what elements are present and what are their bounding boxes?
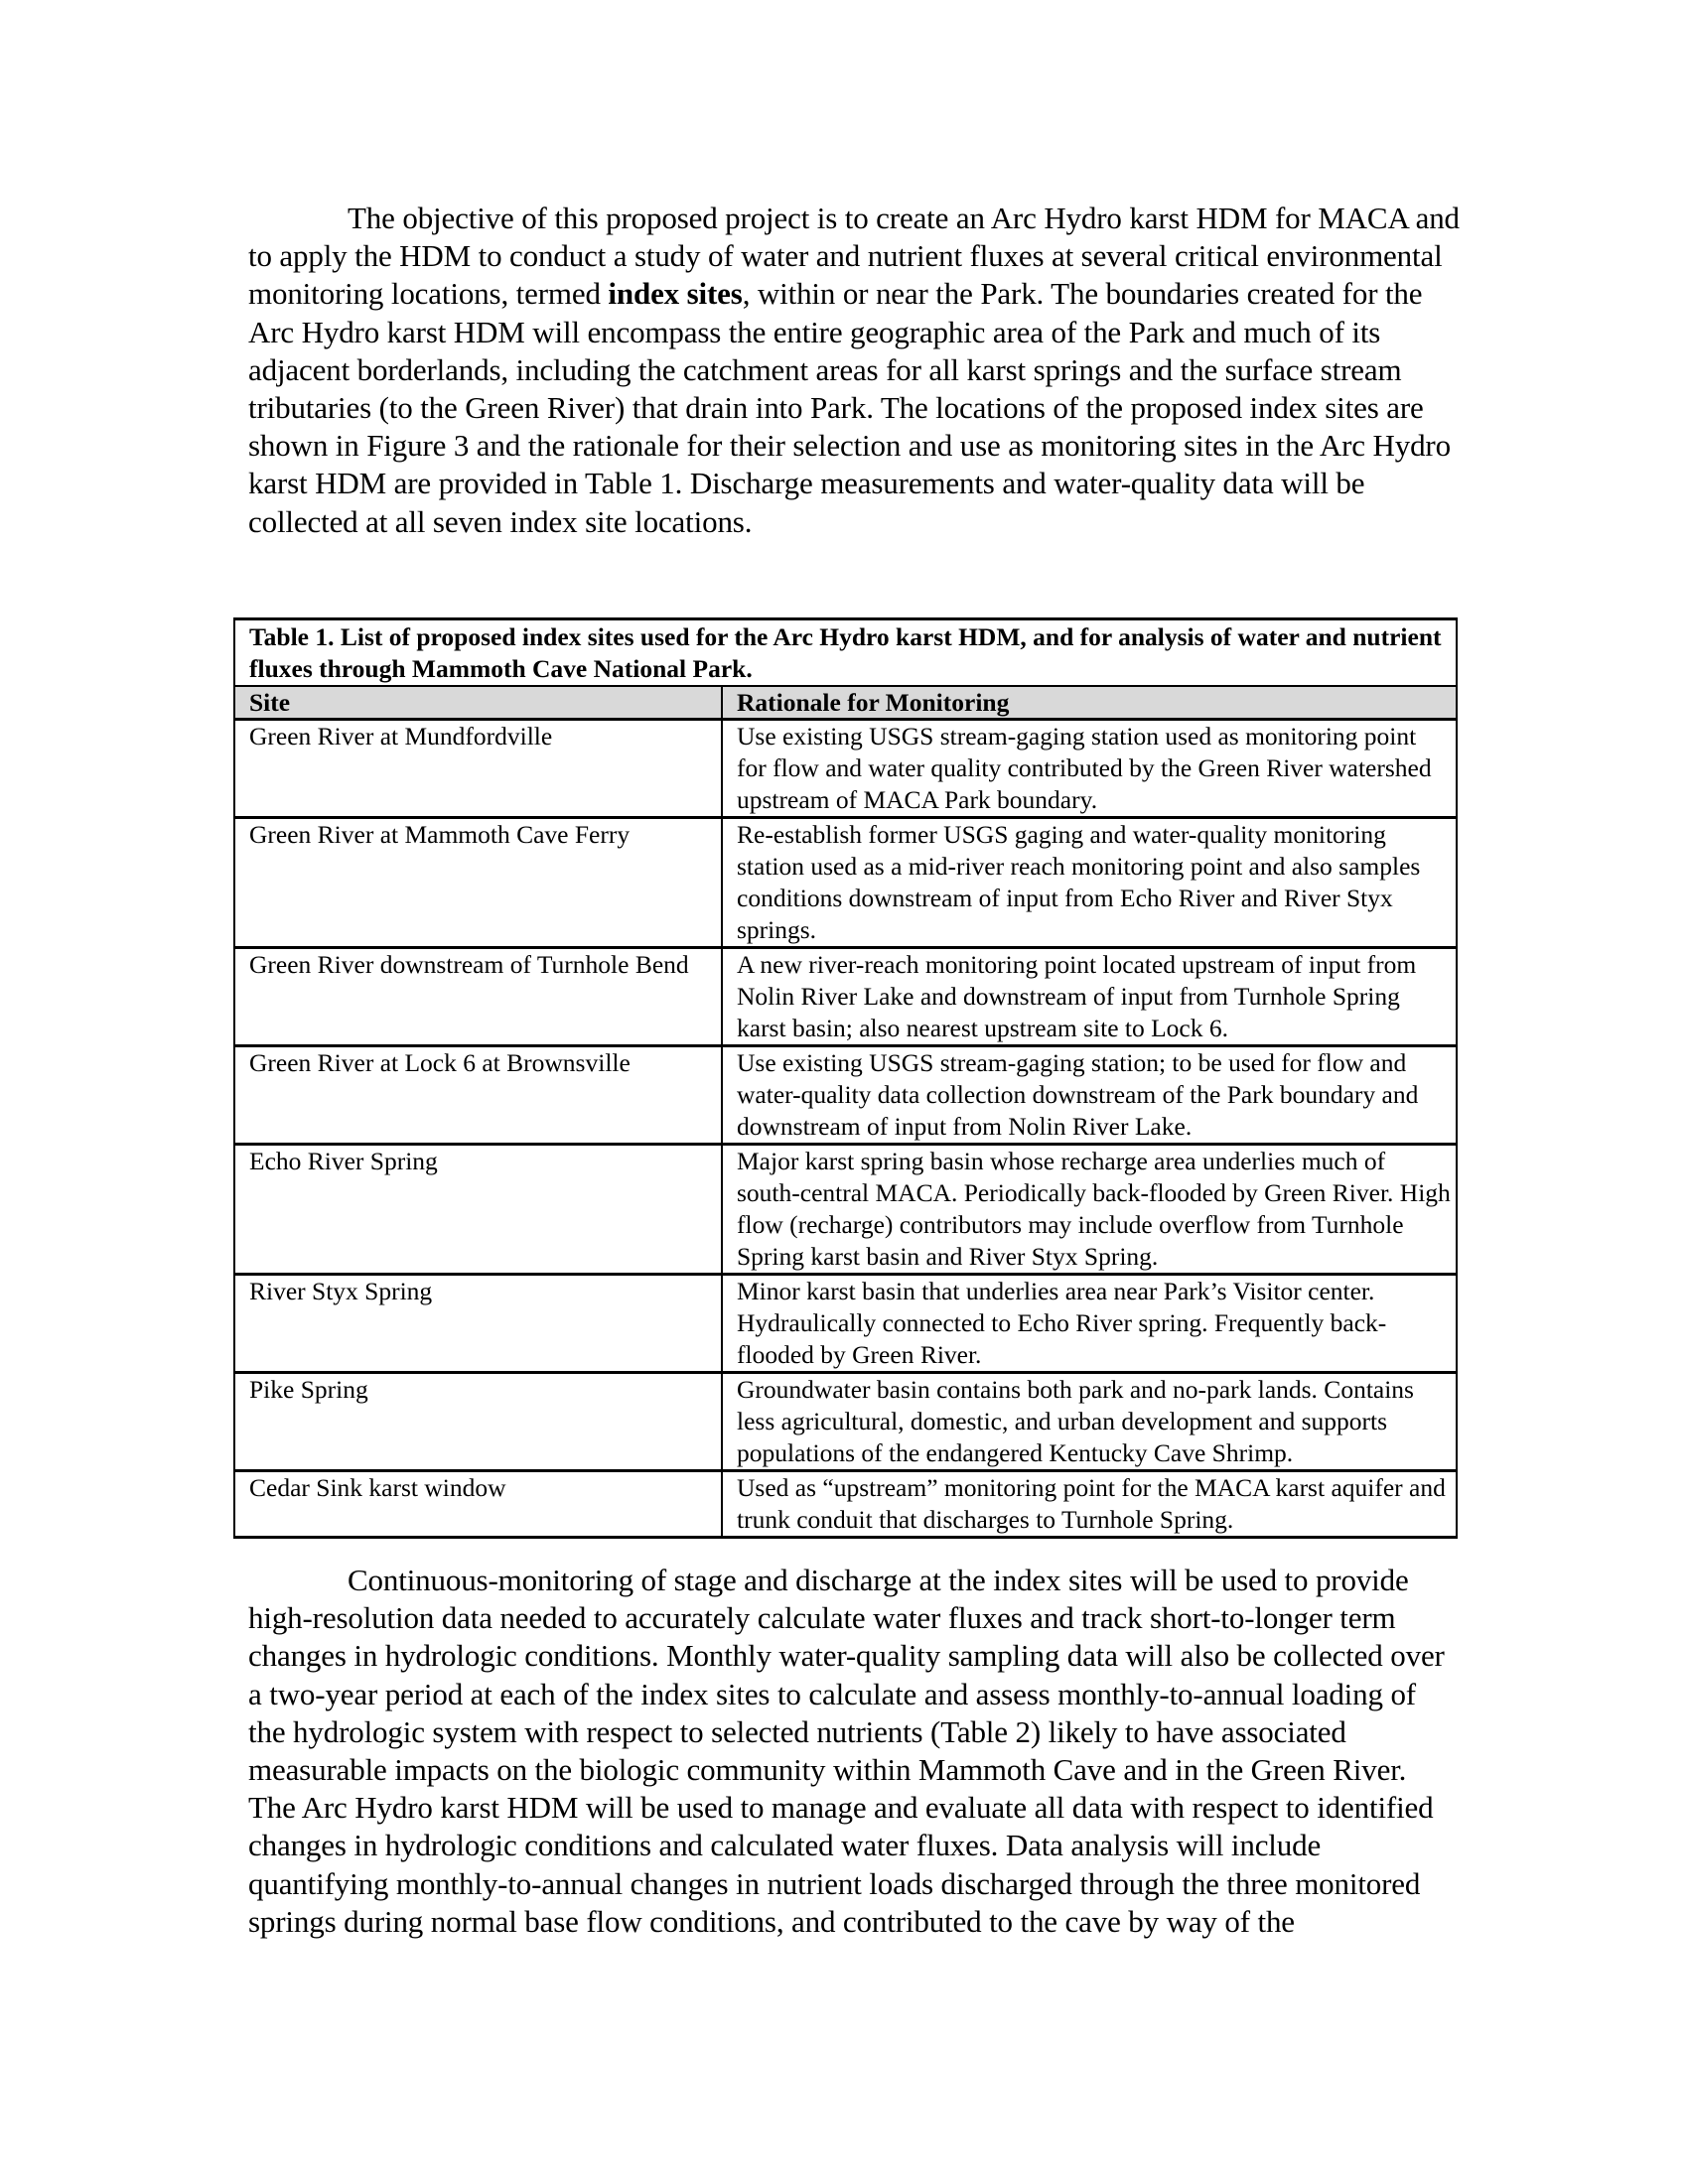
monitoring-paragraph: Continuous-monitoring of stage and discharge at the index sites will be used to provide high-resolution data needed to accurately calculate water fluxes and track short-to-longer term changes in hydrologic conditions. Monthly water-quality sampling data will also be collected over a two-year period at each of the index sites to calculate and assess monthly-to-annual loading of the hydrologic system with respect to selected nutrients (Table 2) likely to have associated measurable impacts on the biologic community within Mammoth Cave and in the Green River. The Arc Hydro karst HDM will be used to manage and evaluate all data with respect to identified changes in hydrologic conditions and calculated water fluxes. Data analysis will include quantifying monthly-to-annual changes in nutrient loads discharged through the three monitored springs during normal base flow conditions, and contributed to the cave by way of the: [248, 1563, 1445, 1939]
index-sites-table-container: [233, 617, 1456, 1539]
rationale-cell: Minor karst basin that underlies area near Park’s Visitor center. Hydraulically connected to Echo River spring. Frequently back-flooded by Green River.: [722, 1275, 1457, 1373]
table-row: [234, 1275, 1457, 1373]
site-cell: Green River at Mammoth Cave Ferry: [234, 818, 722, 948]
site-cell: Pike Spring: [234, 1373, 722, 1471]
intro-text-end: , within or near the Park. The boundaries created for the Arc Hydro karst HDM will encompass the entire geographic area of the Park and much of its adjacent borderlands, including the catchment areas for all karst springs and the surface stream tributaries (to the Green River) that drain into Park. The locations of the proposed index sites are shown in Figure 3 and the rationale for their selection and use as monitoring sites in the Arc Hydro karst HDM are provided in Table 1. Discharge measurements and water-quality data will be collected at all seven index site locations.: [248, 276, 1451, 539]
table-row: [234, 1145, 1457, 1275]
column-header-site: Site: [234, 686, 722, 720]
table-row: [234, 720, 1457, 818]
index-sites-term: index sites: [608, 276, 743, 312]
rationale-cell: Major karst spring basin whose recharge area underlies much of south-central MACA. Periodically back-flooded by Green River. High flow (recharge) contributors may include overflow from Turnhole Spring karst basin and River Styx Spring.: [722, 1145, 1457, 1275]
rationale-cell: Use existing USGS stream-gaging station used as monitoring point for flow and water quality contributed by the Green River watershed upstream of MACA Park boundary.: [722, 720, 1457, 818]
intro-text-start: The objective of this proposed project is to create an Arc Hydro karst HDM for MACA and to apply the HDM to conduct a study of water and nutrient fluxes at several critical environmental monitoring locations, termed: [248, 201, 1460, 312]
table-row: [234, 948, 1457, 1046]
table-caption: Table 1. List of proposed index sites used for the Arc Hydro karst HDM, and for analysis of water and nutrient fluxes through Mammoth Cave National Park.: [234, 619, 1457, 687]
table-row: [234, 1471, 1457, 1538]
site-cell: Cedar Sink karst window: [234, 1471, 722, 1538]
intro-paragraph: [248, 200, 1460, 541]
table-row: [234, 818, 1457, 948]
table-caption-row: [234, 619, 1457, 687]
table-row: [234, 1046, 1457, 1145]
rationale-cell: Re-establish former USGS gaging and water-quality monitoring station used as a mid-river reach monitoring point and also samples conditions downstream of input from Echo River and River Styx springs.: [722, 818, 1457, 948]
index-sites-table: [233, 617, 1458, 1539]
column-header-rationale: Rationale for Monitoring: [722, 686, 1457, 720]
rationale-cell: Use existing USGS stream-gaging station; to be used for flow and water-quality data collection downstream of the Park boundary and downstream of input from Nolin River Lake.: [722, 1046, 1457, 1145]
site-cell: Green River downstream of Turnhole Bend: [234, 948, 722, 1046]
site-cell: Green River at Lock 6 at Brownsville: [234, 1046, 722, 1145]
rationale-cell: A new river-reach monitoring point located upstream of input from Nolin River Lake and downstream of input from Turnhole Spring karst basin; also nearest upstream site to Lock 6.: [722, 948, 1457, 1046]
table-header-row: [234, 686, 1457, 720]
rationale-cell: Used as “upstream” monitoring point for the MACA karst aquifer and trunk conduit that discharges to Turnhole Spring.: [722, 1471, 1457, 1538]
rationale-cell: Groundwater basin contains both park and no-park lands. Contains less agricultural, domestic, and urban development and supports populations of the endangered Kentucky Cave Shrimp.: [722, 1373, 1457, 1471]
site-cell: Echo River Spring: [234, 1145, 722, 1275]
site-cell: Green River at Mundfordville: [234, 720, 722, 818]
site-cell: River Styx Spring: [234, 1275, 722, 1373]
table-row: [234, 1373, 1457, 1471]
